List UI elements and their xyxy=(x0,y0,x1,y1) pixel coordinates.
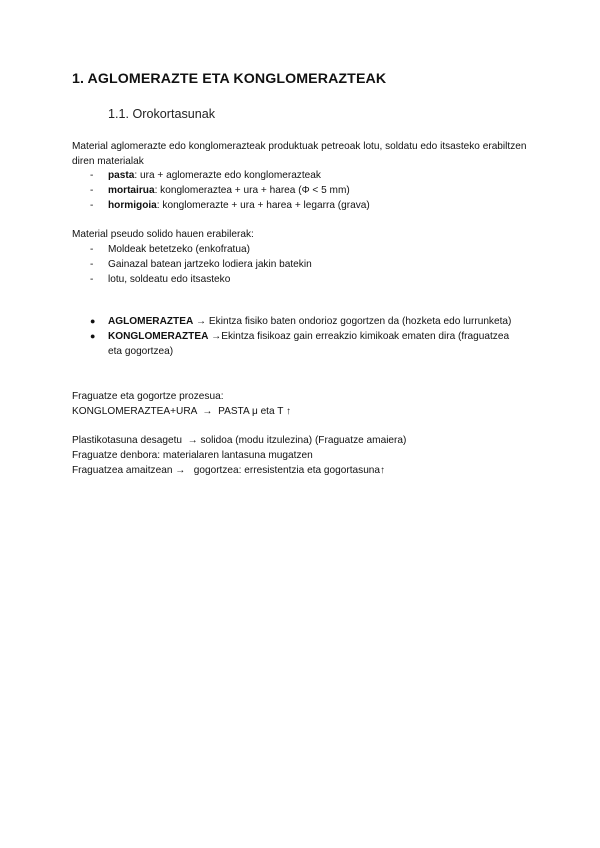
note-line: Plastikotasuna desagetu → solidoa (modu itzulezina) (Fraguatze amaiera) xyxy=(72,435,407,446)
list-item-term: AGLOMERAZTEA xyxy=(108,316,194,327)
list-item xyxy=(72,198,370,213)
material-types-list xyxy=(72,168,370,213)
list-item xyxy=(72,242,312,257)
list-item-term: pasta xyxy=(108,170,135,181)
list-item-text: Gainazal batean jartzeko lodiera jakin batekin xyxy=(108,259,312,270)
list-item-text: : ura + aglomerazte edo konglomerazteak xyxy=(134,170,321,181)
list-item xyxy=(72,183,370,198)
intro-paragraph: Material aglomerazte edo konglomerazteak produktuak petreoak lotu, soldatu edo itsasteko erabiltzen diren materialak xyxy=(72,141,527,167)
process-title: Fraguatze eta gogortze prozesua: xyxy=(72,391,224,402)
uses-intro: Material pseudo solido hauen erabilerak: xyxy=(72,229,254,240)
subsection-heading: 1.1. Orokortasunak xyxy=(108,107,216,121)
uses-list xyxy=(72,242,312,287)
list-item xyxy=(72,257,312,272)
note-line: Fraguatzea amaitzean → gogortzea: erresistentzia eta gogortasuna↑ xyxy=(72,465,386,476)
note-line: Fraguatze denbora: materialaren lantasuna mugatzen xyxy=(72,450,313,461)
list-item xyxy=(72,329,512,359)
list-item xyxy=(72,314,512,329)
dash-bullet: - xyxy=(90,244,94,255)
list-item-text: → Ekintza fisiko baten ondorioz gogortzen da (hozketa edo lurrunketa) xyxy=(193,316,512,327)
definitions-list xyxy=(72,314,512,359)
bullet-dot: ● xyxy=(90,331,96,341)
dash-bullet: - xyxy=(90,170,94,181)
list-item-text: : konglomerazte + ura + harea + legarra (grava) xyxy=(156,200,370,211)
dash-bullet: - xyxy=(90,200,94,211)
list-item xyxy=(72,168,370,183)
dash-bullet: - xyxy=(90,274,94,285)
list-item xyxy=(72,272,312,287)
process-formula: KONGLOMERAZTEA+URA → PASTA μ eta T ↑ xyxy=(72,406,292,417)
dash-bullet: - xyxy=(90,185,94,196)
list-item-text: Moldeak betetzeko (enkofratua) xyxy=(108,244,250,255)
list-item-text: : konglomeraztea + ura + harea (Φ < 5 mm) xyxy=(154,185,350,196)
dash-bullet: - xyxy=(90,259,94,270)
list-item-term: hormigoia xyxy=(108,200,157,211)
list-item-text: →Ekintza fisikoaz gain erreakzio kimikoak ematen dira (fraguatzea eta gogortzea) xyxy=(108,331,510,357)
bullet-dot: ● xyxy=(90,316,96,326)
section-heading: 1. AGLOMERAZTE ETA KONGLOMERAZTEAK xyxy=(72,71,387,87)
list-item-term: mortairua xyxy=(108,185,155,196)
list-item-text: lotu, soldeatu edo itsasteko xyxy=(108,274,231,285)
list-item-term: KONGLOMERAZTEA xyxy=(108,331,209,342)
